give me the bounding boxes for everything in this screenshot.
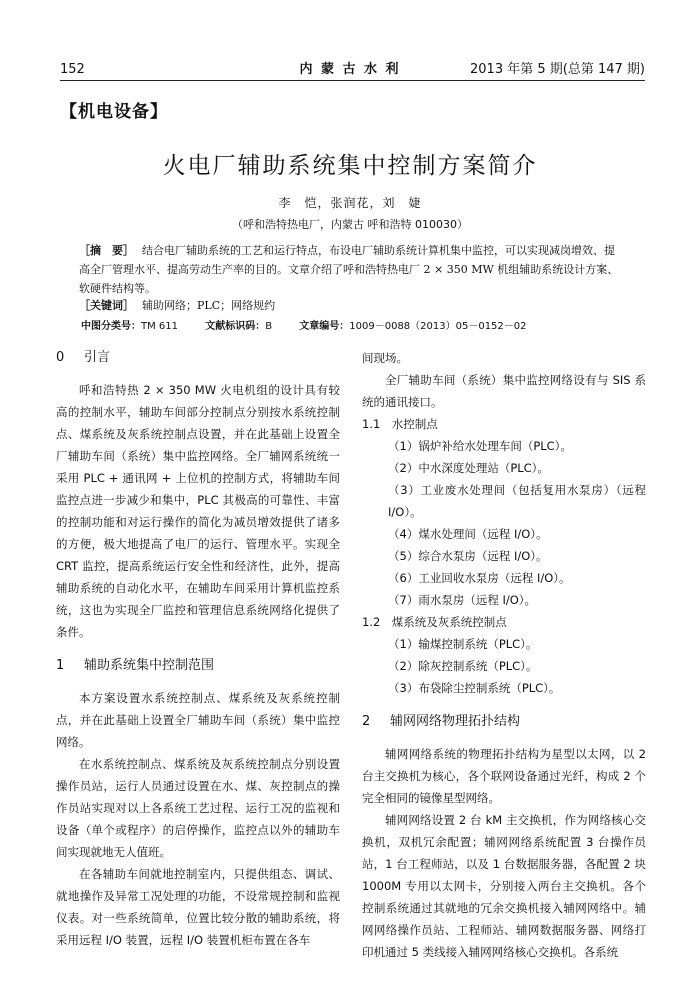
clc-value: TM 611 [141,321,179,332]
paragraph: 全厂辅助车间（系统）集中监控网络设有与 SIS 系统的通讯接口。 [362,373,646,409]
paragraph: 在水系统控制点、煤系统及灰系统控制点分别设置操作员站，运行人员通过设置在水、煤、灰控制点的操作员站实现对以上各系统工艺过程、运行工况的监视和设备（单个或程序）的启停操作，监控点以外的辅助车间实现就地无人值班。 [56,757,340,859]
header-rule [60,80,645,81]
clc-label: 中图分类号： [81,321,141,332]
journal-name: 内 蒙 古 水 利 [299,62,401,77]
paragraph: 在各辅助车间就地控制室内，只提供组态、调试、就地操作及异常工况处理的功能，不设常规控制和监视仪表。对一些系统简单，位置比较分散的辅助系统，将采用远程 I/O 装置，远程 I/O 装置机柜布置在各车 [56,867,340,947]
subsection-heading: 1.1 水控制点 [362,417,438,431]
doc-code-label: 文献标识码： [205,321,266,332]
affiliation: （呼和浩特热电厂，内蒙古 呼和浩特 010030） [232,218,468,231]
abstract-text: 结合电厂辅助系统的工艺和运行特点，布设电厂辅助系统计算机集中监控，可以实现减岗增效、提高全厂管理水平、提高劳动生产率的目的。文章介绍了呼和浩特热电厂 2 × 350 MW 机组辅助系统设计方案、软硬件结构等。 [79,244,619,295]
keywords-label: ［关键词］ [79,299,134,312]
list-item: （5）综合水泵房（远程 I/O）。 [388,549,548,563]
paragraph: 辅网网络设置 2 台 kM 主交换机，作为网络核心交换机，双机冗余配置；辅网网络系统配置 3 台操作员站，1 台工程师站，以及 1 台数据服务器，各配置 2 块 1000M 专用以太网卡，分别接入两台主交换机。各个控制系统通过其就地的冗余交换机接入辅网网络中。辅网网络操作员站、工程师站、辅网数据服务器、网络打印机通过 5 类线接入辅网网络核心交换机。各系统 [362,813,646,959]
list-item: （1）输煤控制系统（PLC）。 [388,637,538,651]
list-item: （4）煤水处理间（远程 I/O）。 [388,527,548,541]
paragraph: 呼和浩特热 2 × 350 MW 火电机组的设计具有较高的控制水平，辅助车间部分控制点分别按水系统控制点、煤系统及灰系统控制点设置，并在此基础上设置全厂辅助车间（系统）集中监控网络。全厂辅网系统统一采用 PLC + 通讯网 + 上位机的控制方式，将辅助车间监控点进一步减少和集中，PLC 其极高的可靠性、丰富的控制功能和对运行操作的简化为减员增效提供了诸多的方便，极大地提高了电厂的运行、管理水平。实现全 CRT 监控，提高系统运行安全性和经济性，此外，提高辅助系统的自动化水平，在辅助车间采用计算机监控系统，这也为实现全厂监控和管理信息系统网络化提供了条件。 [56,383,340,639]
classification-line [81,317,527,332]
article-title: 火电厂辅助系统集中控制方案简介 [162,153,538,179]
right-column [362,347,646,963]
keywords [79,296,619,315]
paragraph: 间现场。 [362,351,408,365]
paragraph: 辅网网络系统的物理拓扑结构为星型以太网，以 2 台主交换机为核心，各个联网设备通过光纤，构成 2 个完全相同的镜像星型网络。 [362,747,646,805]
article-number-label: 文章编号： [299,321,350,332]
list-item: （7）雨水泵房（远程 I/O）。 [388,593,537,607]
section-heading: 1 辅助系统集中控制范围 [56,658,215,673]
authors: 李 恺，张润花，刘 婕 [278,196,422,210]
list-item: （2）除灰控制系统（PLC）。 [388,659,538,673]
page-number: 152 [60,62,85,77]
section-heading: 0 引言 [56,350,111,365]
paragraph: 本方案设置水系统控制点、煤系统及灰系统控制点，并在此基础上设置全厂辅助车间（系统）集中监控网络。 [56,691,340,749]
list-item: （6）工业回收水泵房（远程 I/O）。 [388,571,571,585]
keywords-text: 辅助网络；PLC；网络规约 [142,299,276,312]
list-item: （3）工业废水处理间（包括复用水泵房）（远程 I/O）。 [388,483,646,519]
list-item: （3）布袋除尘控制系统（PLC）。 [388,681,561,695]
abstract-label: ［摘 要］ [79,244,134,257]
section-heading: 2 辅网网络物理拓扑结构 [362,714,521,729]
left-column [56,347,340,951]
list-item: （2）中水深度处理站（PLC）。 [388,461,549,475]
subsection-heading: 1.2 煤系统及灰系统控制点 [362,615,507,629]
article-number-value: 1009－0088（2013）05－0152－02 [349,321,527,332]
list-item: （1）锅炉补给水处理车间（PLC）。 [388,439,572,453]
doc-code-value: B [265,321,273,332]
issue-info: 2013 年第 5 期(总第 147 期) [470,62,645,77]
section-tag: 【机电设备】 [60,102,168,122]
abstract [79,241,619,298]
